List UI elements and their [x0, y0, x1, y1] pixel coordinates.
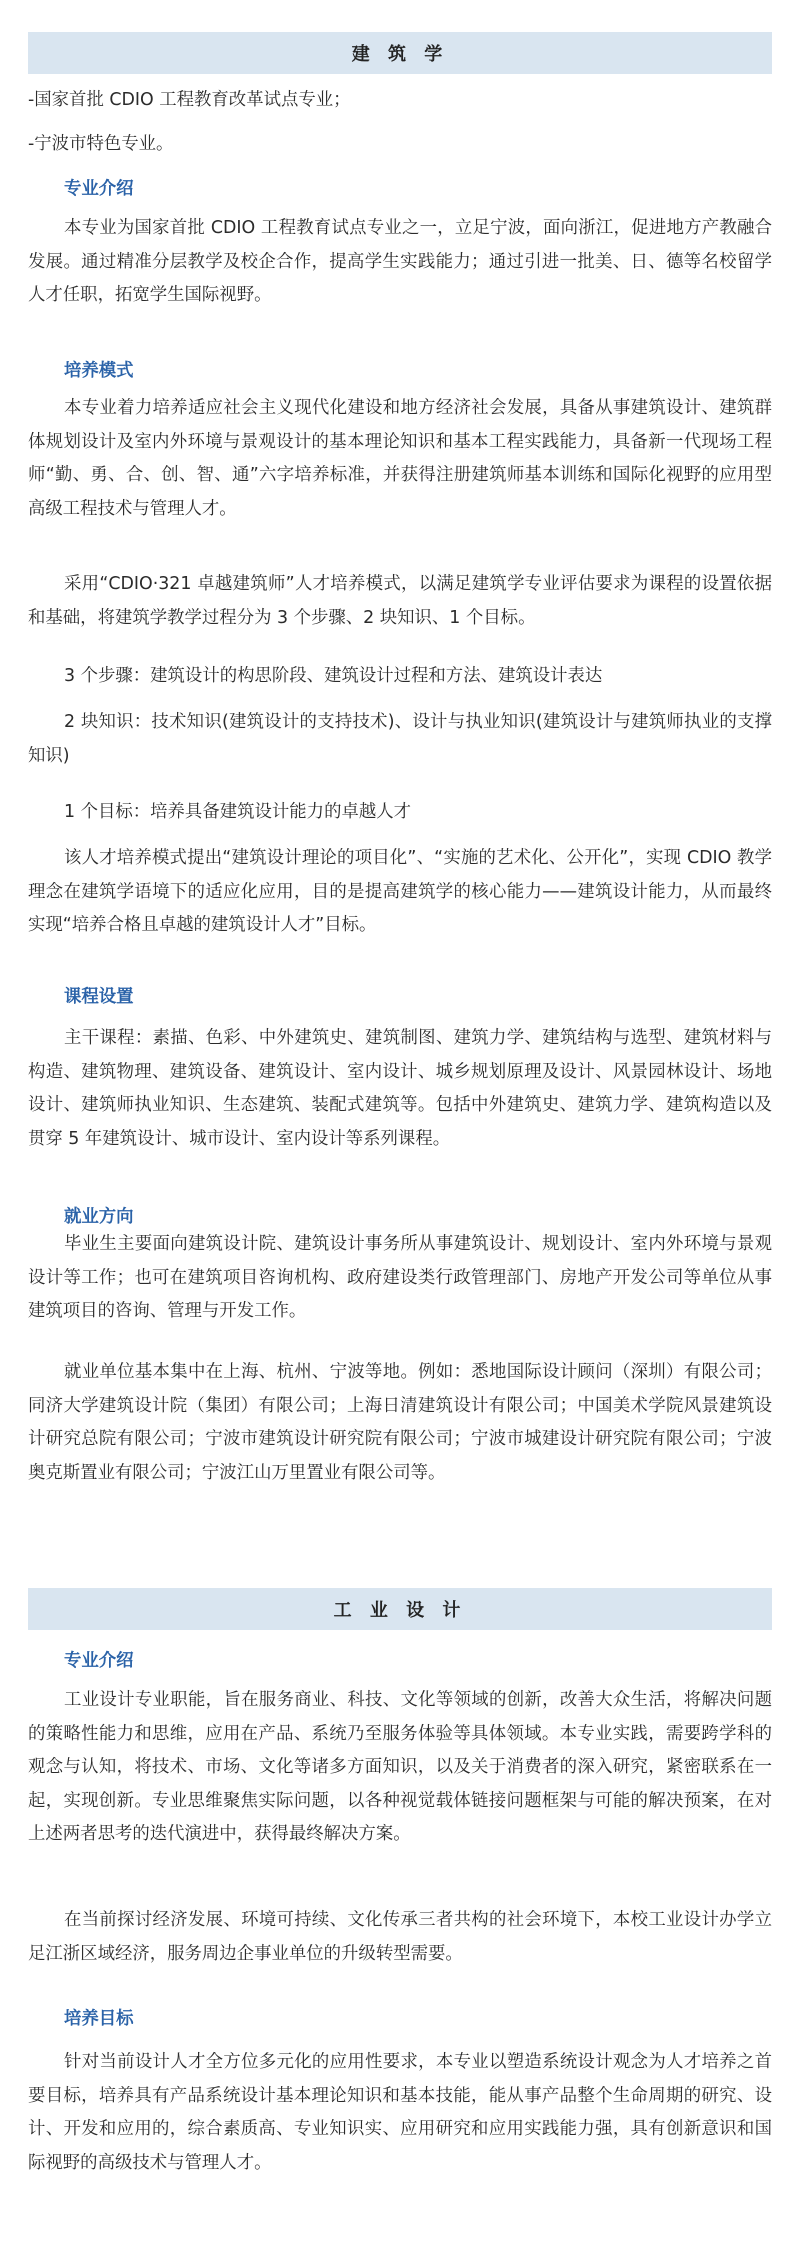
paragraph: 主干课程：素描、色彩、中外建筑史、建筑制图、建筑力学、建筑结构与选型、建筑材料与构造、建筑物理、建筑设备、建筑设计、室内设计、城乡规划原理及设计、风景园林设计、场地设计、建筑师执业知识、生态建筑、装配式建筑等。包括中外建筑史、建筑力学、建筑构造以及贯穿 5 年建筑设计、城市设计、室内设计等系列课程。 [28, 1028, 772, 1149]
paragraph: 毕业生主要面向建筑设计院、建筑设计事务所从事建筑设计、规划设计、室内外环境与景观设计等工作；也可在建筑项目咨询机构、政府建设类行政管理部门、房地产开发公司等单位从事建筑项目的咨询、管理与开发工作。 [28, 1234, 772, 1321]
paragraph: 本专业着力培养适应社会主义现代化建设和地方经济社会发展，具备从事建筑设计、建筑群体规划设计及室内外环境与景观设计的基本理论知识和基本工程实践能力，具备新一代现场工程师“勤、勇、合、创、智、通”六字培养标准，并获得注册建筑师基本训练和国际化视野的应用型高级工程技术与管理人才。 [28, 398, 772, 519]
section-title-banner: 建 筑 学 [28, 32, 772, 74]
paragraph: 2 块知识：技术知识(建筑设计的支持技术)、设计与执业知识(建筑设计与建筑师执业的支撑知识) [28, 712, 772, 766]
paragraph: 工业设计专业职能，旨在服务商业、科技、文化等领域的创新，改善大众生活，将解决问题的策略性能力和思维，应用在产品、系统乃至服务体验等具体领域。本专业实践，需要跨学科的观念与认知，将技术、市场、文化等诸多方面知识，以及关于消费者的深入研究，紧密联系在一起，实现创新。专业思维聚焦实际问题，以各种视觉载体链接问题框架与可能的解决预案，在对上述两者思考的迭代演进中，获得最终解决方案。 [28, 1690, 772, 1844]
bullet-item: -国家首批 CDIO 工程教育改革试点专业； [28, 90, 351, 110]
subsection-heading-courses: 课程设置 [64, 987, 134, 1007]
paragraph: 3 个步骤：建筑设计的构思阶段、建筑设计过程和方法、建筑设计表达 [64, 666, 603, 686]
subsection-heading-intro: 专业介绍 [64, 179, 134, 199]
paragraph: 采用“CDIO·321 卓越建筑师”人才培养模式，以满足建筑学专业评估要求为课程的设置依据和基础，将建筑学教学过程分为 3 个步骤、2 块知识、1 个目标。 [28, 574, 772, 628]
paragraph: 该人才培养模式提出“建筑设计理论的项目化”、“实施的艺术化、公开化”，实现 CDIO 教学理念在建筑学语境下的适应化应用，目的是提高建筑学的核心能力——建筑设计能力，从而最终实现“培养合格且卓越的建筑设计人才”目标。 [28, 848, 772, 935]
bullet-item: -宁波市特色专业。 [28, 134, 174, 154]
section-title-banner: 工 业 设 计 [28, 1588, 772, 1630]
subsection-heading-career: 就业方向 [64, 1207, 134, 1227]
paragraph: 1 个目标：培养具备建筑设计能力的卓越人才 [64, 802, 412, 822]
subsection-heading-model: 培养模式 [64, 361, 134, 381]
paragraph: 本专业为国家首批 CDIO 工程教育试点专业之一，立足宁波，面向浙江，促进地方产教融合发展。通过精准分层教学及校企合作，提高学生实践能力；通过引进一批美、日、德等名校留学人才任职，拓宽学生国际视野。 [28, 218, 772, 305]
subsection-heading-goal: 培养目标 [64, 2009, 134, 2029]
paragraph: 就业单位基本集中在上海、杭州、宁波等地。例如：悉地国际设计顾问（深圳）有限公司；同济大学建筑设计院（集团）有限公司；上海日清建筑设计有限公司；中国美术学院风景建筑设计研究总院有限公司；宁波市建筑设计研究院有限公司；宁波市城建设计研究院有限公司；宁波奥克斯置业有限公司；宁波江山万里置业有限公司等。 [28, 1362, 772, 1483]
paragraph: 在当前探讨经济发展、环境可持续、文化传承三者共构的社会环境下，本校工业设计办学立足江浙区域经济，服务周边企事业单位的升级转型需要。 [28, 1910, 772, 1964]
paragraph: 针对当前设计人才全方位多元化的应用性要求，本专业以塑造系统设计观念为人才培养之首要目标，培养具有产品系统设计基本理论知识和基本技能，能从事产品整个生命周期的研究、设计、开发和应用的，综合素质高、专业知识实、应用研究和应用实践能力强，具有创新意识和国际视野的高级技术与管理人才。 [28, 2052, 772, 2173]
subsection-heading-intro: 专业介绍 [64, 1651, 134, 1671]
